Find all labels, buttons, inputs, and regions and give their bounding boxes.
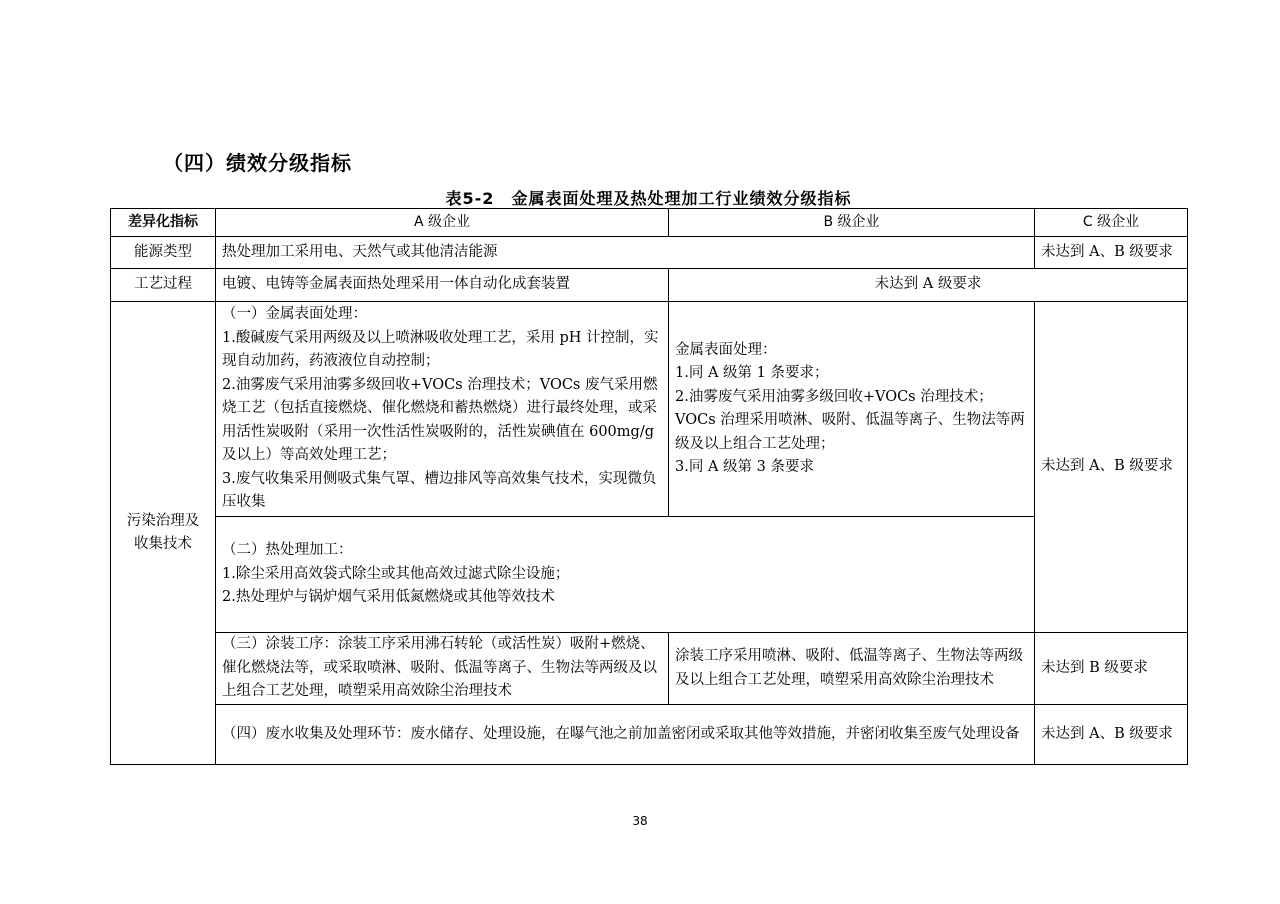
header-level-a: A 级企业 (216, 209, 669, 237)
pollution-metal-level-c: 未达到 A、B 级要求 (1035, 302, 1188, 633)
energy-level-ab: 热处理加工采用电、天然气或其他清洁能源 (216, 237, 1035, 269)
pollution-coating-level-c: 未达到 B 级要求 (1035, 633, 1188, 705)
pollution-label: 污染治理及 收集技术 (111, 302, 216, 765)
header-indicator: 差异化指标 (111, 209, 216, 237)
process-label: 工艺过程 (111, 269, 216, 302)
pollution-coating-level-a: （三）涂装工序：涂装工序采用沸石转轮（或活性炭）吸附+燃烧、催化燃烧法等，或采取喷淋、吸附、低温等离子、生物法等两级及以上组合工艺处理，喷塑采用高效除尘治理技术 (216, 633, 669, 705)
table-row-energy (111, 237, 1188, 269)
pollution-wastewater-level-c: 未达到 A、B 级要求 (1035, 705, 1188, 765)
table-row-pollution-metal (111, 302, 1188, 517)
page-number: 38 (632, 814, 648, 828)
energy-level-c: 未达到 A、B 级要求 (1035, 237, 1188, 269)
process-level-a: 电镀、电铸等金属表面热处理采用一体自动化成套装置 (216, 269, 669, 302)
pollution-wastewater-level-ab: （四）废水收集及处理环节：废水储存、处理设施，在曝气池之前加盖密闭或采取其他等效措施，并密闭收集至废气处理设备 (216, 705, 1035, 765)
table-row-pollution-heat (111, 517, 1188, 633)
pollution-metal-level-a: （一）金属表面处理： 1.酸碱废气采用两级及以上喷淋吸收处理工艺，采用 pH 计控制，实现自动加药，药液液位自动控制； 2.油雾废气采用油雾多级回收+VOCs 治理技术；VOCs 废气采用燃烧工艺（包括直接燃烧、催化燃烧和蓄热燃烧）进行最终处理，或采用活性炭吸附（采用一次性活性炭吸附的，活性炭碘值在 600mg/g 及以上）等高效处理工艺； 3.废气收集采用侧吸式集气罩、槽边排风等高效集气技术，实现微负压收集 (216, 302, 669, 517)
table-row-process (111, 269, 1188, 302)
table-header-row (111, 209, 1188, 237)
energy-label: 能源类型 (111, 237, 216, 269)
table-row-pollution-wastewater (111, 705, 1188, 765)
header-level-b: B 级企业 (669, 209, 1035, 237)
process-level-bc: 未达到 A 级要求 (669, 269, 1188, 302)
pollution-metal-level-b: 金属表面处理： 1.同 A 级第 1 条要求； 2.油雾废气采用油雾多级回收+VOCs 治理技术；VOCs 治理采用喷淋、吸附、低温等离子、生物法等两级及以上组合工艺处理； 3.同 A 级第 3 条要求 (669, 302, 1035, 517)
pollution-heat-level-ab: （二）热处理加工： 1.除尘采用高效袋式除尘或其他高效过滤式除尘设施； 2.热处理炉与锅炉烟气采用低氮燃烧或其他等效技术 (216, 517, 1035, 633)
section-title: （四）绩效分级指标 (163, 151, 352, 175)
header-level-c: C 级企业 (1035, 209, 1188, 237)
pollution-coating-level-b: 涂装工序采用喷淋、吸附、低温等离子、生物法等两级及以上组合工艺处理，喷塑采用高效除尘治理技术 (669, 633, 1035, 705)
table-row-pollution-coating (111, 633, 1188, 705)
performance-grading-table (110, 208, 1188, 765)
table-title: 表5-2 金属表面处理及热处理加工行业绩效分级指标 (445, 189, 852, 208)
